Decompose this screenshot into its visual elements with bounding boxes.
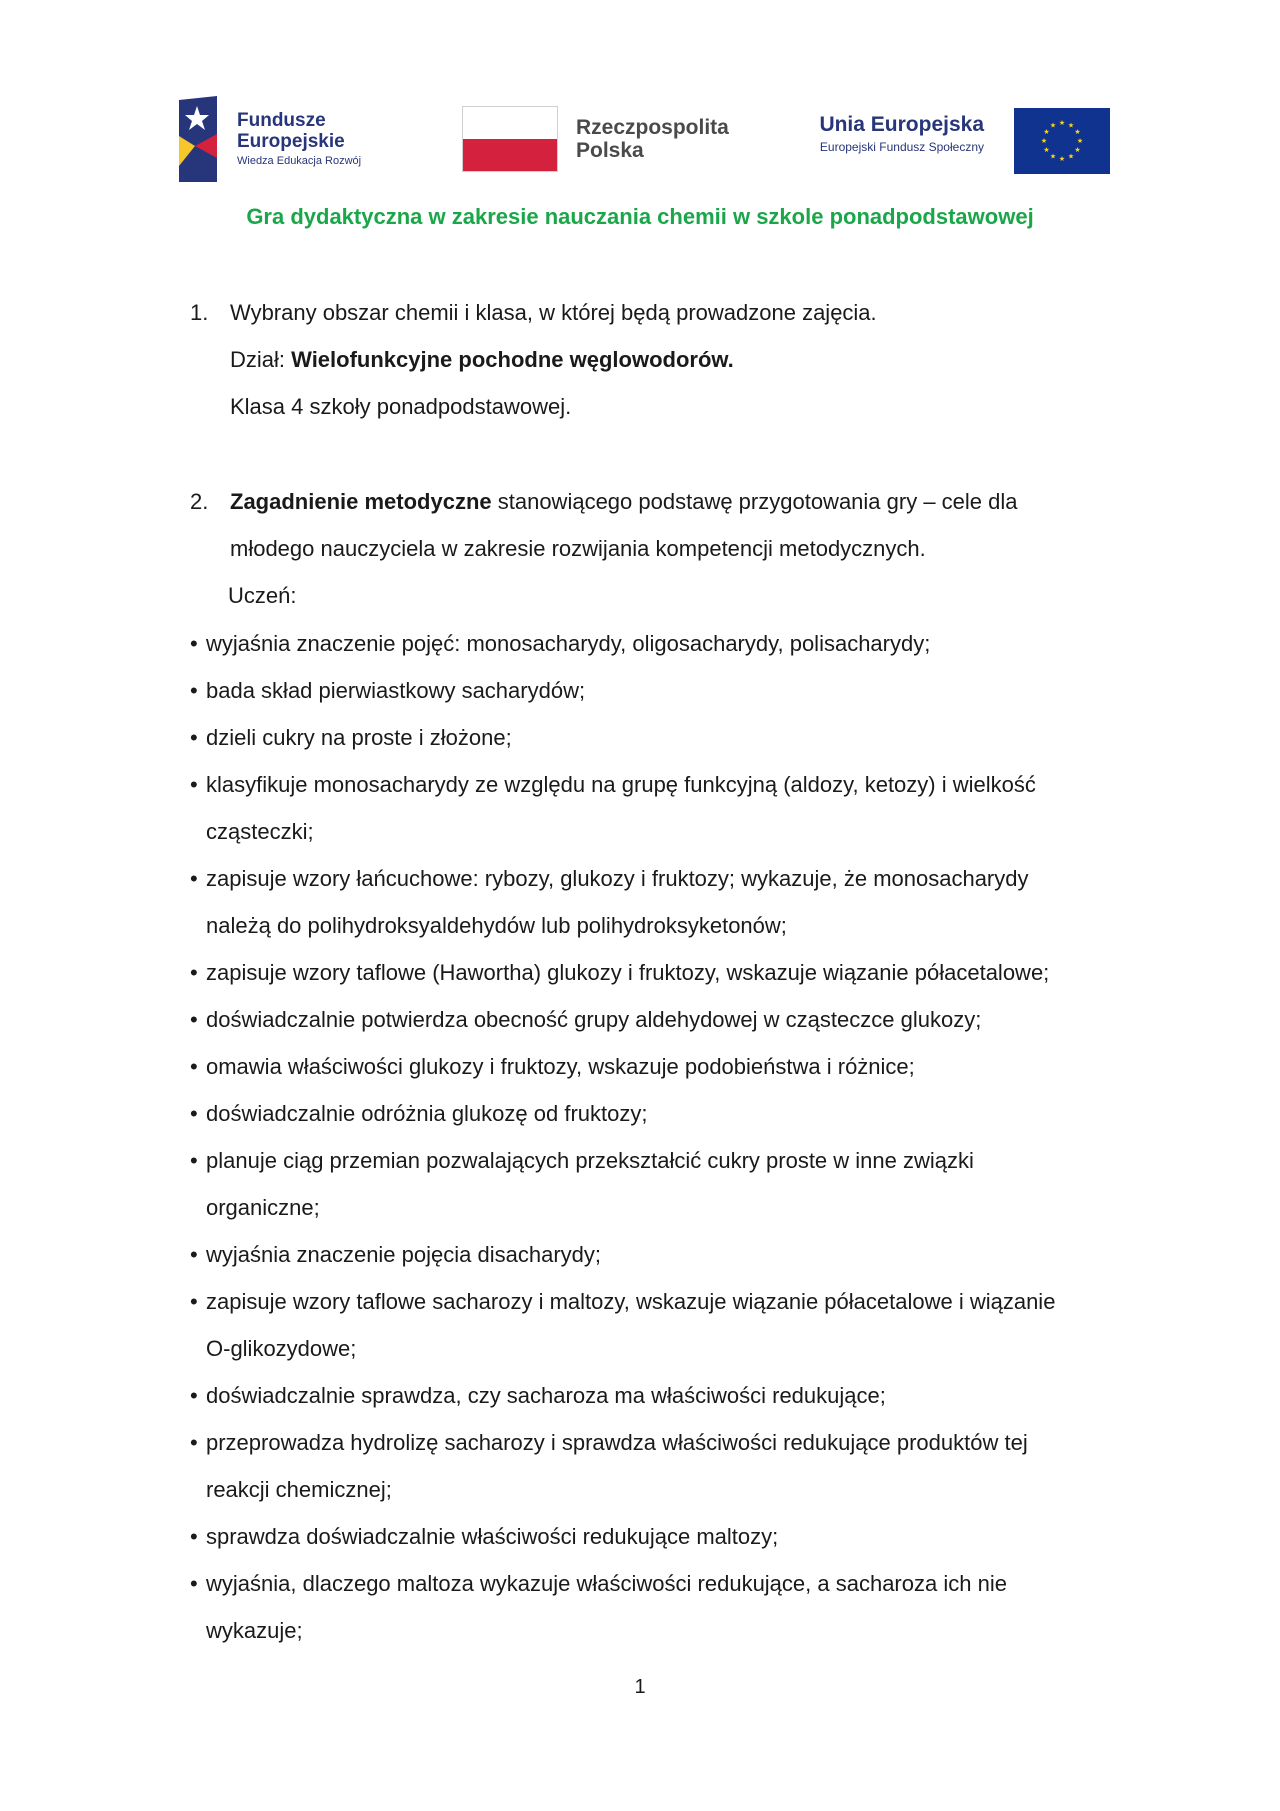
list-item-line: • zapisuje wzory taflowe (Hawortha) glukozy i fruktozy, wskazuje wiązanie półacetalowe;: [206, 960, 1050, 985]
svg-text:★: ★: [1043, 128, 1050, 136]
list-item-line: • doświadczalnie odróżnia glukozę od fruktozy;: [206, 1101, 648, 1126]
svg-text:★: ★: [1043, 146, 1050, 154]
list-item-line: • omawia właściwości glukozy i fruktozy, wskazuje podobieństwa i różnice;: [206, 1054, 915, 1079]
list-item: [190, 1090, 1130, 1137]
fundusze-europejskie-logo: [175, 96, 405, 182]
rzeczpospolita-polska-logo: [462, 106, 742, 172]
learning-outcomes-list: [190, 620, 1130, 1654]
list-item: [190, 1513, 1130, 1560]
list-item: [190, 1231, 1130, 1278]
list-item-line: • sprawdza doświadczalnie właściwości redukujące maltozy;: [206, 1524, 779, 1549]
rp-logo-line1: Rzeczpospolita: [576, 116, 729, 139]
list-item-line: należą do polihydroksyaldehydów lub polihydroksyketonów;: [206, 913, 787, 938]
dzial-label: Dział:: [230, 347, 292, 372]
section-2-line2: młodego nauczyciela w zakresie rozwijania kompetencji metodycznych.: [230, 536, 926, 561]
fe-logo-line1: Fundusze: [237, 110, 326, 131]
list-item-line: reakcji chemicznej;: [206, 1477, 392, 1502]
ue-logo-line1: Unia Europejska: [819, 113, 984, 136]
unia-europejska-logo: [790, 108, 1110, 174]
svg-text:★: ★: [1074, 146, 1081, 154]
section-2-number: 2.: [190, 489, 209, 514]
list-item: [190, 1560, 1130, 1654]
list-item: [190, 1278, 1130, 1372]
section-1-number: 1.: [190, 300, 209, 325]
svg-text:★: ★: [1058, 155, 1066, 163]
list-item: [190, 1372, 1130, 1419]
list-item-line: • dzieli cukry na proste i złożone;: [206, 725, 512, 750]
list-item-line: • wyjaśnia znaczenie pojęć: monosacharydy, oligosacharydy, polisacharydy;: [206, 631, 931, 656]
svg-text:★: ★: [1076, 137, 1084, 145]
section-1-dzial: [230, 336, 877, 383]
list-item-line: organiczne;: [206, 1195, 320, 1220]
list-item: [190, 949, 1130, 996]
list-item: [190, 996, 1130, 1043]
rp-logo-line2: Polska: [576, 139, 644, 162]
ue-logo-line2: Europejski Fundusz Społeczny: [819, 140, 984, 154]
list-item-line: • przeprowadza hydrolizę sacharozy i sprawdza właściwości redukujące produktów tej: [206, 1430, 1028, 1455]
section-2-line1: [230, 478, 1018, 525]
list-item: [190, 620, 1130, 667]
section-2-line3: Uczeń:: [228, 583, 297, 608]
section-2-bold-lead: Zagadnienie metodyczne: [230, 489, 492, 514]
list-item: [190, 1043, 1130, 1090]
svg-text:★: ★: [1049, 152, 1057, 161]
svg-text:★: ★: [1058, 119, 1066, 127]
list-item-line: • planuje ciąg przemian pozwalających przekształcić cukry proste w inne związki: [206, 1148, 974, 1173]
section-2-line1-rest: stanowiącego podstawę przygotowania gry – cele dla: [491, 489, 1018, 514]
svg-text:★: ★: [1067, 121, 1075, 130]
svg-text:★: ★: [1074, 128, 1081, 136]
list-item-line: • doświadczalnie sprawdza, czy sacharoza ma właściwości redukujące;: [206, 1383, 886, 1408]
logo-header: [0, 92, 1280, 192]
fe-star-mark-icon: [175, 96, 221, 182]
list-item-line: O-glikozydowe;: [206, 1336, 357, 1361]
fe-logo-line2: Europejskie: [237, 131, 345, 152]
list-item: [190, 855, 1130, 949]
svg-text:★: ★: [1067, 152, 1075, 161]
section-1-line1: Wybrany obszar chemii i klasa, w której będą prowadzone zajęcia.: [230, 300, 877, 325]
polish-flag-icon: [462, 106, 558, 172]
list-item-line: cząsteczki;: [206, 819, 314, 844]
list-item-line: wykazuje;: [206, 1618, 303, 1643]
list-item-line: • bada skład pierwiastkowy sacharydów;: [206, 678, 586, 703]
svg-text:★: ★: [1049, 121, 1057, 130]
document-title: Gra dydaktyczna w zakresie nauczania chemii w szkole ponadpodstawowej: [246, 204, 1034, 229]
list-item: [190, 667, 1130, 714]
svg-text:★: ★: [1040, 137, 1048, 145]
list-item-line: • wyjaśnia znaczenie pojęcia disacharydy;: [206, 1242, 601, 1267]
dzial-value: Wielofunkcyjne pochodne węglowodorów.: [291, 347, 734, 372]
eu-flag-icon: [1014, 108, 1110, 174]
list-item: [190, 714, 1130, 761]
page-number: 1: [634, 1676, 646, 1698]
section-1-line3: Klasa 4 szkoły ponadpodstawowej.: [230, 394, 572, 419]
list-item-line: • zapisuje wzory taflowe sacharozy i maltozy, wskazuje wiązanie półacetalowe i wiązanie: [206, 1289, 1056, 1314]
list-item-line: • zapisuje wzory łańcuchowe: rybozy, glukozy i fruktozy; wykazuje, że monosacharydy: [206, 866, 1029, 891]
list-item-line: • klasyfikuje monosacharydy ze względu na grupę funkcyjną (aldozy, ketozy) i wielkość: [206, 772, 1036, 797]
list-item: [190, 1419, 1130, 1513]
fe-logo-line3: Wiedza Edukacja Rozwój: [237, 155, 362, 167]
list-item-line: • doświadczalnie potwierdza obecność grupy aldehydowej w cząsteczce glukozy;: [206, 1007, 982, 1032]
list-item: [190, 761, 1130, 855]
list-item-line: • wyjaśnia, dlaczego maltoza wykazuje właściwości redukujące, a sacharoza ich nie: [206, 1571, 1007, 1596]
list-item: [190, 1137, 1130, 1231]
